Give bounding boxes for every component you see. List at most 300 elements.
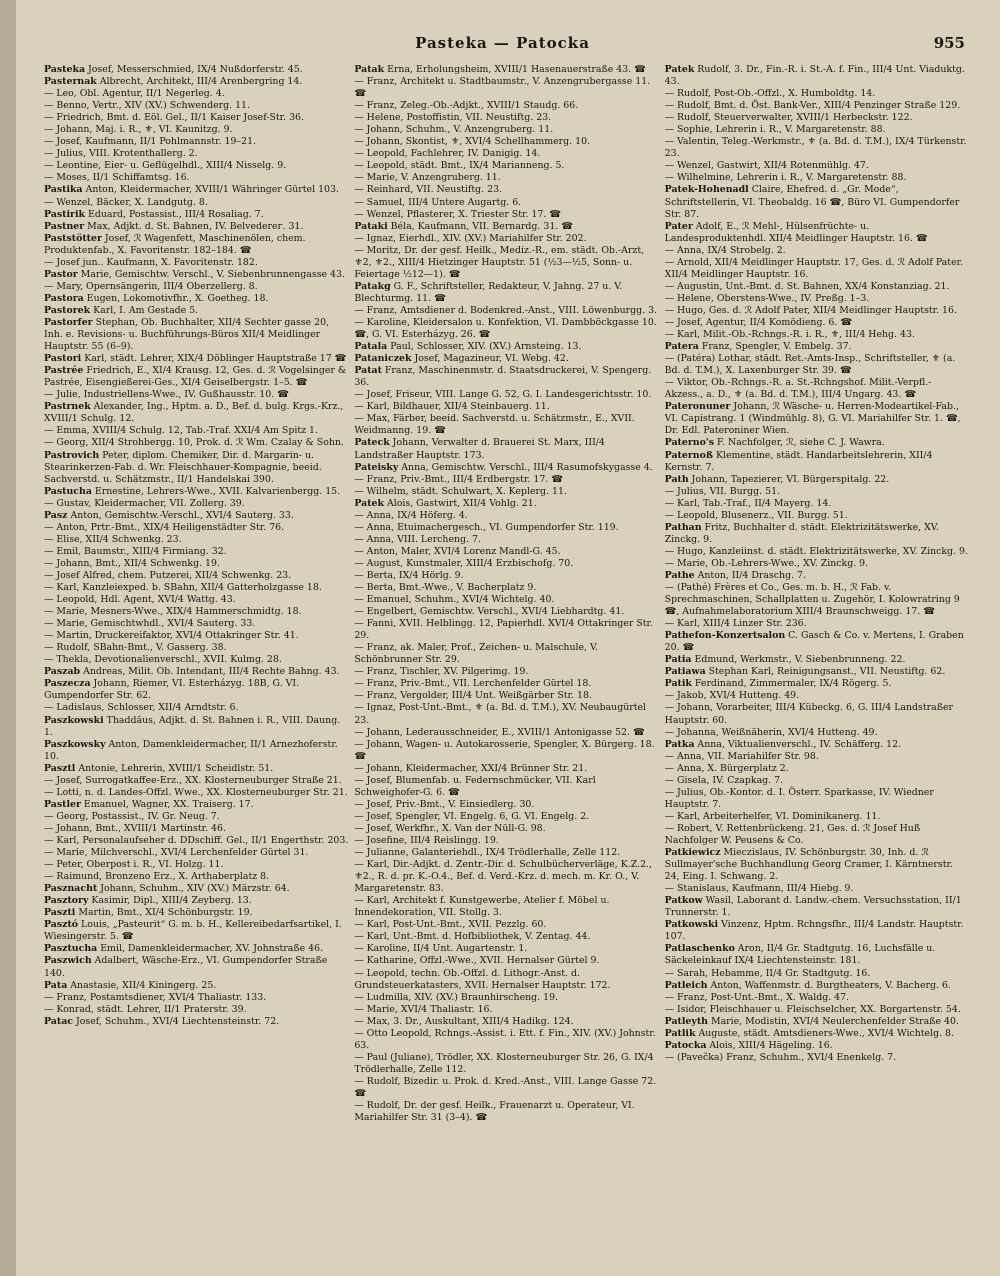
entry-details: — Leopold, Hdl. Agent, XVI/4 Wattg. 43. [44,594,236,606]
directory-entry [665,317,969,329]
entry-details: — August, Kunstmaler, XIII/4 Erzbischofg. 70. [354,557,574,569]
entry-details: — Max, 3. Dr., Auskultant, XIII/4 Hadikg. 124. [354,1015,574,1027]
entry-details: — Johann, Schuhm., V. Anzengruberg. 11. [354,124,554,136]
directory-entry [665,847,969,883]
directory-entry [44,618,348,630]
entry-details: — Anna, VII. Mariahilfer Str. 98. [664,750,819,762]
directory-entry [665,582,969,618]
directory-entry [354,148,658,160]
directory-entry [44,630,348,642]
entry-details: — Rudolf, Dr. der gesf. Heilk., Frauenarzt u. Operateur, VI. Mariahilfer Str. 31 (3–4). ☎ [354,1100,635,1124]
directory-entry [354,618,658,642]
directory-entry [354,642,658,666]
directory-entry [44,787,348,799]
entry-details: — Leo, Obl. Agentur, II/1 Negerleg. 4. [44,88,225,100]
entry-details: — (Patéra) Lothar, städt. Ret.-Amts-Insp., Schriftsteller, ⚜ (a. Bd. d. T.M.), X. Laxenburger Str. 39. ☎ [664,353,956,377]
directory-entry [665,968,969,980]
entry-name: Patleich [664,979,708,991]
entry-details: Vinzenz, Hptm. Rchngsfhr., III/4 Landstr. Hauptstr. 107. [664,919,964,943]
directory-entry [665,992,969,1004]
entry-name: Patac [44,1015,73,1027]
directory-entry [354,437,658,461]
directory-entry [44,437,348,449]
directory-entry [354,160,658,172]
column-2 [354,64,658,1254]
entry-details: Paul, Schlosser, XIV. (XV.) Arnsteing. 13. [387,341,582,353]
entry-details: — Samuel, III/4 Untere Augartg. 6. [354,196,522,208]
entry-name: Pateronuner [664,401,731,413]
directory-entry [354,522,658,534]
entry-name: Pasz [44,509,68,521]
entry-details: — Anna, X. Bürgerplatz 2. [664,762,789,774]
entry-details: Josef, Schuhm., XVI/4 Liechtensteinstr. 72. [73,1015,280,1027]
directory-entry [665,980,969,992]
entry-details: — Josef, Werkfhr., X. Van der Nüll-G. 98. [354,822,546,834]
entry-details: Franz, Maschinenmstr. d. Staatsdruckerei, V. Spengerg. 36. [354,365,652,389]
entry-name: Pastorek [44,304,91,316]
directory-entry [44,305,348,317]
entry-details: — Josef, Agentur, II/4 Komödieng. 6. ☎ [664,316,853,328]
entry-details: Rudolf, 3. Dr., Fin.-R. i. St.-A. f. Fin., III/4 Unt. Viaduktg. 43. [664,64,965,88]
entry-details: — Hugo, Kanzleiinst. d. städt. Elektrizitätswerke, XV. Zinckg. 9. [664,545,968,557]
entry-details: — Karoline, II/4 Unt. Augartenstr. 1. [354,943,528,955]
entry-details: — Karl, Milit.-Ob.-Rchngs.-R. i. R., ⚜, III/4 Hehg. 43. [664,329,915,341]
directory-entry [354,136,658,148]
entry-details: — Julius, VIII. Krotenthallerg. 2. [44,148,198,160]
entry-details: — Reinhard, VII. Neustiftg. 23. [354,184,503,196]
directory-entry [354,462,658,474]
directory-entry [44,980,348,992]
entry-details: — Marie, V. Anzengruberg. 11. [354,172,501,184]
directory-entry [665,943,969,967]
entry-details: — Arnold, XII/4 Meidlinger Hauptstr. 17, Ges. d. ℛ Adolf Pater. XII/4 Meidlinger Hauptstr. 16. [664,256,964,280]
entry-details: — Viktor, Ob.-Rchngs.-R. a. St.-Rchngshof. Milit.-Verpfl.-Akzess., a. D., ⚜ (a. Bd. d. T.M.), III/4 Ungarg. 43. ☎ [664,377,932,401]
entry-details: — Rudolf, Bizedir. u. Prok. d. Kred.-Anst., VIII. Lange Gasse 72. ☎ [354,1075,657,1099]
entry-details: — Valentin, Teleg.-Werkmstr., ⚜ (a. Bd. d. T.M.), IX/4 Türkenstr. 23. [664,136,967,160]
entry-name: Pastler [44,798,81,810]
directory-entry [665,690,969,702]
directory-entry [44,1004,348,1016]
entry-details: Mieczislaus, IV. Schönburgstr. 30, Inh. d. ℛ Sullmayer'sche Buchhandlung Georg Cramer, I. Kärntnerstr. 24, Eing. I. Schwang. 2. [664,847,953,883]
directory-entry [665,100,969,112]
entry-details: G. F., Schriftsteller, Redakteur, V. Jahng. 27 u. V. Blechturmg. 11. ☎ [354,280,623,304]
directory-entry [354,401,658,413]
directory-entry [354,76,658,100]
entry-name: Pasztl [44,762,76,774]
entry-details: — Robert, V. Rettenbrückeng. 21, Ges. d. ℛ Josef Huß Nachfolger W. Peusens & Co. [664,822,921,846]
directory-entry [44,269,348,281]
entry-details: — Mary, Opernsängerin, III/4 Oberzellerg. 8. [44,280,258,292]
entry-details: Ferdinand, Zimmermaler, IX/4 Rögerg. 5. [691,678,892,690]
directory-entry [44,510,348,522]
entry-details: — Rudolf, Post-Ob.-Offzl., X. Humboldtg. 14. [664,88,876,100]
entry-details: — Marie, Mesners-Wwe., XIX/4 Hammerschmidtg. 18. [44,606,302,618]
directory-entry [44,293,348,305]
entry-name: Pathe [664,569,695,581]
entry-name: Patleyth [664,1015,708,1027]
entry-details: — Wilhelm, städt. Schulwart, X. Keplerg. 11. [354,485,567,497]
entry-details: Anton, Damenkleidermacher, II/1 Arnezhoferstr. 10. [44,738,338,762]
directory-entry [354,498,658,510]
entry-name: Pataniczek [354,353,412,365]
directory-entry [44,233,348,257]
directory-entry [44,847,348,859]
directory-entry [665,510,969,522]
directory-entry [44,594,348,606]
entry-details: — Johann, Bmt., XII/4 Schwenkg. 19. [44,557,220,569]
entry-name: Patek-Hohenadl [664,184,749,196]
directory-entry [354,534,658,546]
directory-entry [354,546,658,558]
directory-entry [665,245,969,257]
entry-name: Pathefon-Konzertsalon [664,630,786,642]
entry-details: — (Pathé) Frères et Co., Ges. m. b. H., ℛ Fab. v. Sprechmaschinen, Schallplatten u. Zugehör, I. Kolowratring 9 ☎, Aufnahmelaboratorium XIII/4 Braunschweigg. 17. ☎ [664,582,960,618]
entry-details: — Engelbert, Gemischtw. Verschl., XVI/4 Liebhardtg. 41. [354,606,625,618]
directory-entry [44,654,348,666]
directory-entry [665,64,969,88]
entry-details: — Leopold, techn. Ob.-Offzl. d. Lithogr.-Anst. d. Grundsteuerkatasters, XVII. Hernalser Hauptstr. 172. [354,967,611,991]
directory-entry [44,955,348,979]
column-3 [665,64,969,1254]
entry-details: Adalbert, Wäsche-Erz., VI. Gumpendorfer Straße 140. [44,955,328,979]
entry-details: — Peter, Oberpost i. R., VI. Holzg. 11. [44,859,224,871]
entry-details: Béla, Kaufmann, VII. Bernardg. 31. ☎ [387,220,573,232]
entry-details: Johann, ℛ Wäsche- u. Herren-Modeartikel-Fab., VI. Capistrang. 1 (Windmühlg. 8), G. VI. Mariahilfer Str. 1. ☎, Dr. Edl. Pateroniner Wien. [664,401,961,437]
directory-entry [665,546,969,558]
directory-entry [354,1004,658,1016]
entry-details: — Martin, Druckereifaktor, XVI/4 Ottakringer Str. 41. [44,630,299,642]
directory-entry [354,666,658,678]
page-edge-shadow [0,0,16,1276]
directory-entry [44,281,348,293]
entry-name: Paszkowsky [44,738,106,750]
directory-entry [44,148,348,160]
directory-entry [665,1052,969,1064]
directory-entry [354,1016,658,1028]
entry-name: Paszab [44,666,81,678]
entry-name: Pastucha [44,485,92,497]
directory-entry [44,172,348,184]
directory-entry [665,172,969,184]
directory-entry [354,847,658,859]
entry-name: Paszti [44,907,76,919]
directory-entry [44,425,348,437]
entry-details: — Sophie, Lehrerin i. R., V. Margaretenstr. 88. [664,124,886,136]
entry-name: Pathan [664,521,702,533]
directory-entry [44,100,348,112]
directory-entry [354,1100,658,1124]
entry-name: Pasztó [44,919,79,931]
entry-name: Pasztory [44,895,89,907]
entry-details: Franz, Spengler, V. Embelg. 37. [698,341,852,353]
directory-entry [665,678,969,690]
directory-entry [354,763,658,775]
directory-entry [44,136,348,148]
entry-details: — Leontine, Eier- u. Geflügelhdl., XIII/4 Nisselg. 9. [44,160,287,172]
entry-details: — Johann, Lederausschneider, E., XVIII/1 Antonigasse 52. ☎ [354,726,645,738]
directory-entry [44,64,348,76]
entry-details: Aron, II/4 Gr. Stadtgutg. 16, Luchsfälle u. Säckeleinkauf IX/4 Liechtensteinstr. 181. [664,943,936,967]
entry-name: Patek [664,64,695,75]
directory-entry [44,666,348,678]
directory-entry [665,281,969,293]
entry-details: — Anton, Prtr.-Bmt., XIX/4 Heiligenstädter Str. 76. [44,521,285,533]
entry-details: — Johann, Kleidermacher, XXI/4 Brünner Str. 21. [354,762,588,774]
directory-entry [44,401,348,425]
directory-entry [354,305,658,317]
directory-entry [44,992,348,1004]
entry-details: — Karl, XIII/4 Linzer Str. 236. [664,618,807,630]
entry-details: — Josef, Spengler, VI. Engelg. 6, G. VI. Engelg. 2. [354,810,590,822]
directory-entry [665,727,969,739]
entry-details: — Stanislaus, Kaufmann, III/4 Hiebg. 9. [664,883,854,895]
entry-name: Path [664,473,689,485]
entry-details: — Ladislaus, Schlosser, XII/4 Arndtstr. 6. [44,702,239,714]
entry-details: — Wenzel, Bäcker, X. Landgutg. 8. [44,196,208,208]
entry-details: — Josef jun.. Kaufmann, X. Favoritenstr. 182. [44,256,258,268]
entry-name: Pastrée [44,365,84,377]
directory-entry [665,88,969,100]
directory-entry [44,76,348,88]
entry-details: — Rudolf, SBahn-Bmt., V. Gasserg. 38. [44,642,227,654]
entry-name: Pastora [44,292,84,304]
directory-entry [44,534,348,546]
directory-entry [44,209,348,221]
entry-details: — Karoline, Kleidersalon u. Konfektion, VI. Dambböckgasse 10. ☎, G. VI. Esterházyg. 26. ☎ [354,316,657,341]
directory-entry [44,763,348,775]
directory-entry [44,859,348,871]
entry-details: — Franz, Zeleg.-Ob.-Adjkt., XVIII/1 Staudg. 66. [354,100,579,112]
entry-details: Anastasie, XII/4 Kiningerg. 25. [67,979,217,991]
entry-name: Pateisky [354,461,399,473]
entry-details: — Johann, Vorarbeiter, III/4 Kübeckg. 6, G. III/4 Landstraßer Hauptstr. 60. [664,702,953,726]
directory-entry [44,498,348,510]
directory-entry [354,678,658,690]
entry-details: Stephan Karl, Reinigungsanst., VII. Neustiftg. 62. [705,666,946,678]
directory-entry [354,413,658,437]
directory-entry [665,654,969,666]
directory-entry [354,112,658,124]
entry-name: Pataki [354,220,388,232]
entry-name: Patkow [664,895,703,907]
entry-name: Patik [664,678,692,690]
entry-details: Alois, XIII/4 Hägeling. 16. [706,1039,833,1051]
entry-details: — Helene, Oberstens-Wwe., IV. Preßg. 1–3. [664,292,870,304]
entry-details: — Karl, Post-Unt.-Bmt., XVII. Pezzlg. 60. [354,919,547,931]
entry-name: Patocka [664,1039,707,1051]
directory-entry [44,124,348,136]
directory-entry [354,317,658,341]
entry-details: Peter, diplom. Chemiker, Dir. d. Margarin- u. Stearinkerzen-Fab. d. Wr. Fleischhauer-Kompagnie, beeid. Sachverstd. u. Schätzmstr., II/1 Handelskai 390. [44,449,322,485]
entry-details: Stephan, Ob. Buchhalter, XII/4 Sechter gasse 20, Inh. e. Revisions- u. Buchführungs-Büros XII/4 Meidlinger Hauptstr. 55 (6–9). [44,316,330,353]
entry-details: — Leopold, städt. Bmt., IX/4 Marianneng. 5. [354,160,565,172]
directory-entry [665,895,969,919]
entry-details: Martin, Bmt., XI/4 Schönburgstr. 19. [75,907,253,919]
entry-details: — Franz, Postamtsdiener, XVI/4 Thaliastr. 133. [44,991,267,1003]
directory-entry [354,1028,658,1052]
directory-entry [354,955,658,967]
entry-details: — Konrad, städt. Lehrer, II/1 Praterstr. 39. [44,1003,247,1015]
directory-entry [665,136,969,160]
entry-details: Klementine, städt. Handarbeitslehrerin, XII/4 Kernstr. 7. [664,449,933,473]
directory-entry [354,931,658,943]
entry-details: — Raimund, Bronzeno Erz., X. Arthaberplatz 8. [44,871,270,883]
entry-details: Anton, Gemischtw.-Verschl., XVI/4 Sauterg. 33. [67,509,294,521]
entry-details: — Georg, Postassist., IV. Gr. Neug. 7. [44,810,220,822]
entry-name: Paszecza [44,678,91,690]
entry-name: Pasteka [44,64,86,75]
entry-details: Anton, Waffenmstr. d. Burgtheaters, V. Bacherg. 6. [707,979,951,991]
entry-details: — Berta, Bmt.-Wwe., V. Bacherplatz 9. [354,582,537,594]
entry-details: Anton, Kleidermacher, XVIII/1 Währinger Gürtel 103. [82,184,339,196]
directory-entry [354,197,658,209]
entry-name: Pater [664,220,693,232]
entry-details: — Karl, Personalaufseher d. DDschiff. Gel., II/1 Engerthstr. 203. [44,835,349,846]
entry-details: F. Nachfolger, ℛ, siehe C. J. Wawra. [713,437,885,449]
entry-name: Patkiewicz [664,847,721,859]
entry-details: — Johann, Bmt., XVIII/1 Martinstr. 46. [44,822,226,834]
directory-entry [44,895,348,907]
directory-entry [665,353,969,377]
entry-details: Friedrich, E., XI/4 Krausg. 12, Ges. d. ℛ Vogelsinger & Pastrée, Eisengießerei-Ges., XI/4 Geiselbergstr. 1–5. ☎ [44,365,347,389]
directory-entry [665,329,969,341]
entry-details: — Anna, IX/4 Höferg. 4. [354,509,468,521]
directory-entry [665,618,969,630]
entry-name: Patia [664,654,692,666]
entry-details: — Marie, Gemischtwhdl., XVI/4 Sauterg. 33. [44,618,256,630]
directory-entry [665,437,969,449]
directory-entry [354,895,658,919]
entry-details: Emil, Damenkleidermacher, XV. Johnstraße 46. [97,943,324,955]
entry-details: Eugen, Lokomotivfhr., X. Goetheg. 18. [83,292,269,304]
directory-entry [665,751,969,763]
directory-entry [354,775,658,799]
directory-entry [44,221,348,233]
directory-entry [44,112,348,124]
entry-details: — Josef Alfred, chem. Putzerei, XII/4 Schwenkg. 23. [44,569,292,581]
directory-entry [354,606,658,618]
directory-entry [354,341,658,353]
entry-details: — Ludmilla, XIV. (XV.) Braunhirscheng. 19. [354,991,559,1003]
directory-entry [665,763,969,775]
entry-name: Patka [664,738,695,750]
entry-name: Pasternak [44,76,97,88]
entry-name: Patek [354,497,384,509]
entry-details: Edmund, Werkmstr., V. Siebenbrunneng. 22. [691,654,906,666]
directory-entry [44,88,348,100]
entry-details: — Gustav, Kleidermacher, VII. Zollerg. 39. [44,497,245,509]
entry-name: Pastner [44,220,85,232]
directory-entry [44,919,348,943]
directory-entry [44,450,348,486]
entry-details: — Lotti, n. d. Landes-Offzl. Wwe., XX. Klosterneuburger Str. 21. [44,786,348,798]
entry-details: — Benno, Vertr., XIV (XV.) Schwenderg. 11. [44,100,250,112]
directory-entry [354,859,658,895]
entry-details: — Elise, XII/4 Schwenkg. 23. [44,533,182,545]
entry-details: Josef, ℛ Wagenfett, Maschinenölen, chem. Produktenfab., X. Favoritenstr. 182–184. ☎ [44,232,306,256]
entry-details: — Thekla, Devotionalienverschl., XVII. Kulmg. 28. [44,654,282,666]
directory-entry [665,486,969,498]
entry-details: Kasimir, Dipl., XIII/4 Zeyberg. 13. [88,895,252,907]
entry-details: — Hugo, Ges. d. ℛ Adolf Pater, XII/4 Meidlinger Hauptstr. 16. [664,304,957,316]
entry-details: Josef, Messerschmied, IX/4 Nußdorferstr. 45. [85,64,303,75]
entry-details: Anton, II/4 Draschg. 7. [694,569,806,581]
entry-details: — Franz, Post-Unt.-Bmt., X. Waldg. 47. [664,991,850,1003]
directory-entry [354,799,658,811]
entry-details: — Leopold, Fachlehrer, IV. Danigig. 14. [354,148,541,160]
entry-details: — Julianne, Galanteriehdl., IX/4 Trödlerhalle, Zelle 112. [354,847,621,859]
directory-entry [354,727,658,739]
entry-name: Pastirik [44,208,86,220]
directory-entry [44,317,348,353]
entry-details: — Augustin, Unt.-Bmt. d. St. Bahnen, XX/4 Konstanziag. 21. [664,280,950,292]
entry-details: — Katharine, Offzl.-Wwe., XVII. Hernalser Gürtel 9. [354,955,600,967]
directory-entry [44,943,348,955]
entry-details: — Ignaz, Post-Unt.-Bmt., ⚜ (a. Bd. d. T.M.), XV. Neubaugürtel 23. [354,702,647,726]
entry-details: — Anton, Maler, XVI/4 Lorenz Mandl-G. 45. [354,545,561,557]
entry-name: Patakg [354,280,391,292]
entry-details: Max, Adjkt. d. St. Bahnen, IV. Belvederег. 31. [84,220,304,232]
entry-name: Pastrnek [44,401,91,413]
directory-entry [354,474,658,486]
page-number: 955 [933,34,965,52]
entry-details: Karl, städt. Lehrer, XIX/4 Döblinger Hauptstraße 17 ☎ [81,353,347,365]
directory-entry [354,690,658,702]
entry-name: Pastor [44,268,78,280]
directory-entry [44,389,348,401]
entry-details: — Franz, Amtsdiener d. Bodenkred.-Anst., VIII. Löwenburgg. 3. [354,304,658,316]
entry-name: Patlaschenko [664,943,735,955]
entry-details: — Anna, IX/4 Strobelg. 2. [664,244,786,256]
entry-details: Eduard, Postassist., III/4 Rosaliag. 7. [85,208,264,220]
entry-details: — Emil, Baumstr., XIII/4 Firmiang. 32. [44,545,227,557]
directory-entry [354,221,658,233]
directory-entry [665,474,969,486]
directory-entry [665,160,969,172]
directory-entry [44,606,348,618]
entry-details: — Friedrich, Bmt. d. Eöl. Gel., II/1 Kaiser Josef-Str. 36. [44,112,305,124]
entry-details: Johann, Verwalter d. Brauerei St. Marx, III/4 Landstraßer Hauptstr. 173. [354,437,605,461]
directory-entry [354,558,658,570]
entry-name: Pasztucha [44,943,98,955]
directory-entry [44,582,348,594]
directory-entry [44,160,348,172]
entry-details: — Sarah, Hebamme, II/4 Gr. Stadtgutg. 16. [664,967,871,979]
directory-entry [665,739,969,751]
directory-entry [665,498,969,510]
entry-details: — Franz, Architekt u. Stadtbaumstr., V. Anzengrubergasse 11. ☎ [354,76,651,100]
page-header [40,34,965,58]
entry-details: — Josef, Blumenfab. u. Federnschmücker, VII. Karl Schweighofer-G. 6. ☎ [354,774,596,798]
entry-details: Anna, Gemischtw. Verschl., III/4 Rasumofskygasse 4. [398,461,653,473]
entry-details: Johann, Riemer, VI. Esterházyg. 18B, G. VI. Gumpendorfer Str. 62. [44,678,300,702]
directory-entry [44,197,348,209]
directory-entry [665,221,969,245]
entry-name: Pata [44,979,68,991]
directory-entry [44,546,348,558]
directory-entry [665,570,969,582]
entry-details: — Moritz, Dr. der gesf. Heilk., Mediz.-R., em. städt. Ob.-Arzt, ⚜2, ⚜2., XIII/4 Hietzinger Hauptstr. 51 (½3—½5, Sonn- u. Feiertage ½12—1). ☎ [354,244,645,280]
directory-entry [44,257,348,269]
entry-details: — Isidor, Fleischhauer u. Fleischselcher, XX. Borgartenstr. 54. [664,1003,961,1015]
entry-details: — Max, Färber, beeid. Sachverstd. u. Schätzmstr., E., XVII. Weidmanng. 19. ☎ [354,413,635,437]
entry-details: — Johann, Maj. i. R., ⚜, VI. Kaunitzg. 9. [44,124,233,136]
directory-entry [354,233,658,245]
directory-entry [665,1016,969,1028]
entry-details: — Karl, Architekt f. Kunstgewerbe, Atelier f. Möbel u. Innendekoration, VII. Stollg. 3. [354,895,610,919]
entry-details: — (Pavečka) Franz, Schuhm., XVI/4 Enenkelg. 7. [664,1051,897,1063]
entry-details: — Emma, XVIII/4 Schulg. 12, Tab.-Traf. XXI/4 Am Spitz 1. [44,425,318,437]
